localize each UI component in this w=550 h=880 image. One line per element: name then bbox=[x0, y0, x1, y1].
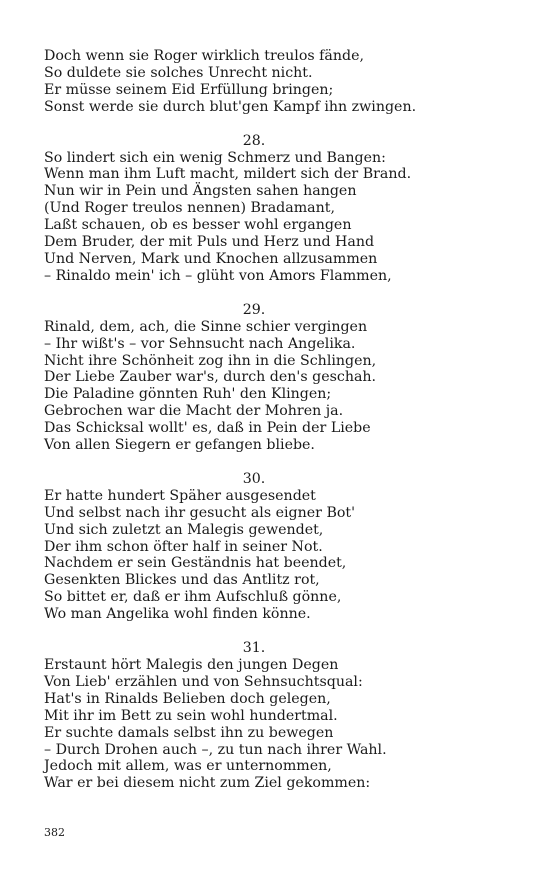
verse-line: Doch wenn sie Roger wirklich treulos fände, bbox=[44, 48, 365, 64]
verse-line: Er hatte hundert Späher ausgesendet bbox=[44, 487, 316, 504]
verse-line: Der Liebe Zauber war's, durch den's geschah. bbox=[44, 369, 377, 386]
verse-line: Nun wir in Pein und Ängsten sahen hangen bbox=[44, 183, 357, 200]
verse-line: Nachdem er sein Geständnis hat beendet, bbox=[44, 555, 347, 572]
verse-line: Rinald, dem, ach, die Sinne schier vergingen bbox=[44, 318, 368, 335]
verse-line: Und sich zuletzt an Malegis gewendet, bbox=[44, 521, 324, 538]
verse-line: Wenn man ihm Luft macht, mildert sich der Brand. bbox=[44, 166, 412, 183]
verse-line: Nicht ihre Schönheit zog ihn in die Schlingen, bbox=[44, 352, 377, 369]
verse-line: Gesenkten Blickes und das Antlitz rot, bbox=[44, 572, 320, 589]
stanza-31 bbox=[44, 640, 387, 792]
stanza-29 bbox=[44, 302, 384, 454]
verse-line: Hat's in Rinalds Belieben doch gelegen, bbox=[44, 690, 331, 707]
verse-line: Erstaunt hört Malegis den jungen Degen bbox=[44, 657, 339, 673]
page-number: 382 bbox=[44, 826, 65, 839]
verse-line: So lindert sich ein wenig Schmerz und Bangen: bbox=[44, 149, 386, 166]
verse-line: Die Paladine gönnten Ruh' den Klingen; bbox=[44, 386, 332, 403]
verse-line: Gebrochen war die Macht der Mohren ja. bbox=[44, 403, 344, 420]
verse-line: Und selbst nach ihr gesucht als eigner Bot' bbox=[44, 504, 356, 521]
stanza-30 bbox=[44, 471, 384, 623]
stanza-number: 30. bbox=[242, 470, 266, 487]
stanza-continuation bbox=[44, 48, 417, 116]
stanza-28 bbox=[44, 132, 412, 285]
poem-page bbox=[44, 48, 417, 792]
verse-line: (Und Roger treulos nennen) Bradamant, bbox=[44, 200, 335, 217]
verse-line: – Rinaldo mein' ich – glüht von Amors Flammen, bbox=[44, 267, 392, 284]
verse-line: War er bei diesem nicht zum Ziel gekommen: bbox=[44, 775, 371, 792]
stanza-number: 29. bbox=[242, 301, 266, 318]
verse-line: Von allen Siegern er gefangen bliebe. bbox=[44, 437, 315, 454]
verse-line: Er suchte damals selbst ihn zu bewegen bbox=[44, 724, 334, 741]
verse-line: Wo man Angelika wohl finden könne. bbox=[44, 606, 311, 623]
verse-line: Laßt schauen, ob es besser wohl ergangen bbox=[44, 217, 352, 234]
verse-line: So bittet er, daß er ihm Aufschluß gönne, bbox=[44, 589, 342, 606]
verse-line: Und Nerven, Mark und Knochen allzusammen bbox=[44, 250, 378, 267]
verse-line: Dem Bruder, der mit Puls und Herz und Hand bbox=[44, 234, 375, 251]
verse-line: Sonst werde sie durch blut'gen Kampf ihn zwingen. bbox=[44, 98, 417, 115]
verse-line: Mit ihr im Bett zu sein wohl hundertmal. bbox=[44, 707, 338, 724]
stanza-number: 31. bbox=[242, 640, 266, 657]
verse-line: Er müsse seinem Eid Erfüllung bringen; bbox=[44, 81, 334, 98]
verse-line: So duldete sie solches Unrecht nicht. bbox=[44, 64, 313, 81]
verse-line: Der ihm schon öfter half in seiner Not. bbox=[44, 538, 323, 555]
verse-line: Das Schicksal wollt' es, daß in Pein der Liebe bbox=[44, 420, 371, 437]
verse-line: – Durch Drohen auch –, zu tun nach ihrer Wahl. bbox=[44, 741, 387, 758]
verse-line: Jedoch mit allem, was er unternommen, bbox=[44, 758, 332, 775]
verse-line: Von Lieb' erzählen und von Sehnsuchtsqual: bbox=[44, 673, 363, 690]
stanza-number: 28. bbox=[242, 132, 266, 149]
verse-line: – Ihr wißt's – vor Sehnsucht nach Angelika. bbox=[44, 335, 356, 352]
